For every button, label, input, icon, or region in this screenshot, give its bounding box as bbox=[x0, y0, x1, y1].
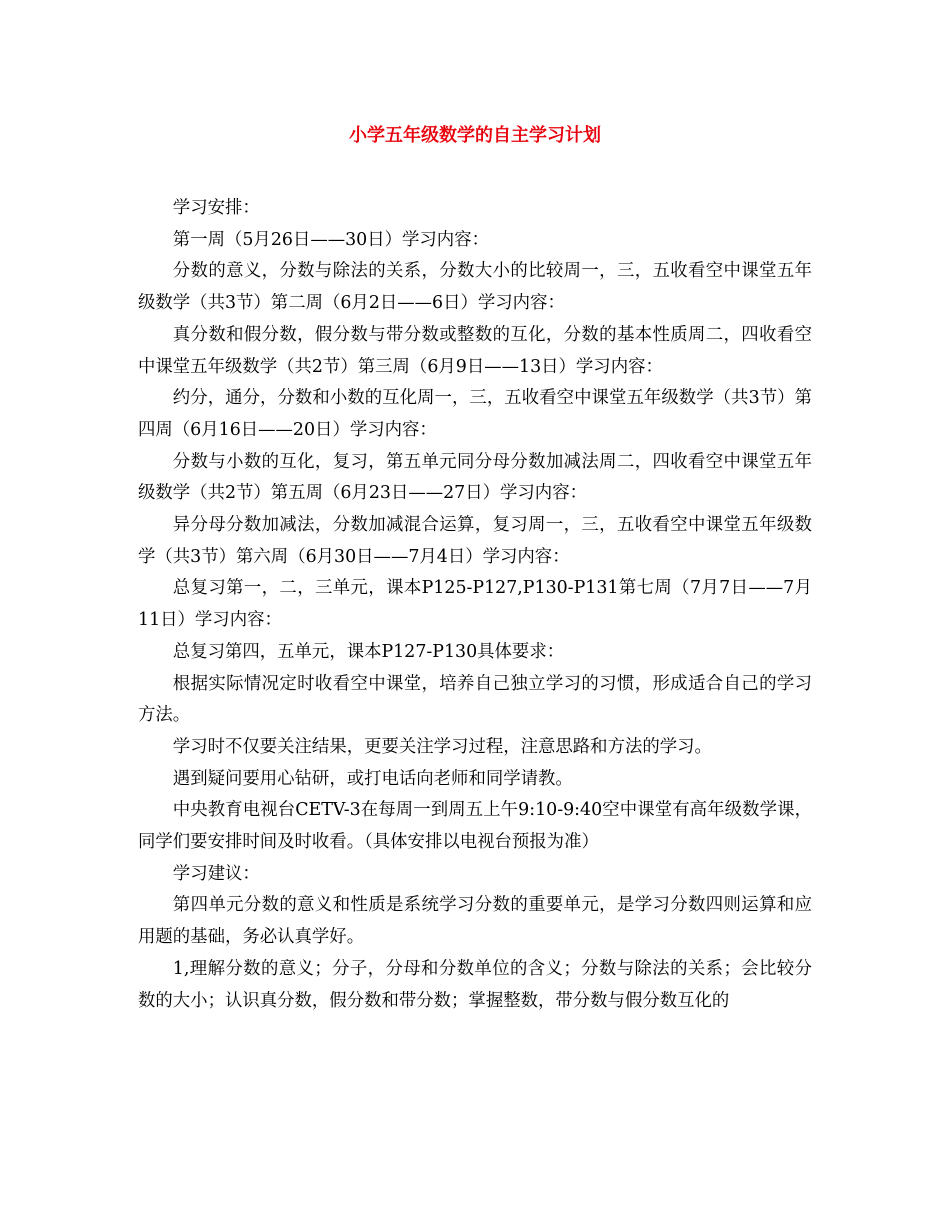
paragraph: 分数的意义，分数与除法的关系，分数大小的比较周一，三，五收看空中课堂五年级数学（共3节）第二周（6月2日——6日）学习内容： bbox=[138, 261, 812, 314]
paragraph: 总复习第四，五单元，课本P127-P130具体要求： bbox=[172, 641, 565, 662]
paragraph: 第四单元分数的意义和性质是系统学习分数的重要单元，是学习分数四则运算和应用题的基础，务必认真学好。 bbox=[138, 895, 812, 948]
paragraph: 遇到疑问要用心钻研，或打电话向老师和同学请教。 bbox=[172, 768, 573, 789]
paragraph: 中央教育电视台CETV-3在每周一到周五上午9:10-9:40空中课堂有高年级数学课，同学们要安排时间及时收看。（具体安排以电视台预报为准） bbox=[138, 800, 812, 853]
document-title: 小学五年级数学的自主学习计划 bbox=[349, 125, 601, 146]
paragraph: 真分数和假分数，假分数与带分数或整数的互化，分数的基本性质周二，四收看空中课堂五年级数学（共2节）第三周（6月9日——13日）学习内容： bbox=[138, 324, 812, 377]
paragraph: 分数与小数的互化，复习，第五单元同分母分数加减法周二，四收看空中课堂五年级数学（共2节）第五周（6月23日——27日）学习内容： bbox=[138, 451, 812, 504]
paragraph: 总复习第一，二，三单元，课本P125-P127,P130-P131第七周（7月7日——7月11日）学习内容： bbox=[138, 578, 812, 631]
document-body bbox=[138, 193, 812, 1017]
paragraph: 学习建议： bbox=[172, 863, 260, 884]
paragraph: 根据实际情况定时收看空中课堂，培养自己独立学习的习惯，形成适合自己的学习方法。 bbox=[138, 673, 812, 726]
paragraph: 异分母分数加减法，分数加减混合运算，复习周一，三，五收看空中课堂五年级数学（共3节）第六周（6月30日——7月4日）学习内容： bbox=[138, 515, 812, 567]
paragraph: 1,理解分数的意义；分子，分母和分数单位的含义；分数与除法的关系；会比较分数的大小；认识真分数，假分数和带分数；掌握整数，带分数与假分数互化的 bbox=[138, 958, 812, 1011]
paragraph: 约分，通分，分数和小数的互化周一，三，五收看空中课堂五年级数学（共3节）第四周（6月16日——20日）学习内容： bbox=[138, 388, 812, 440]
paragraph: 第一周（5月26日——30日）学习内容： bbox=[172, 229, 489, 250]
paragraph: 学习安排： bbox=[172, 198, 260, 218]
paragraph: 学习时不仅要关注结果，更要关注学习过程，注意思路和方法的学习。 bbox=[172, 736, 712, 757]
